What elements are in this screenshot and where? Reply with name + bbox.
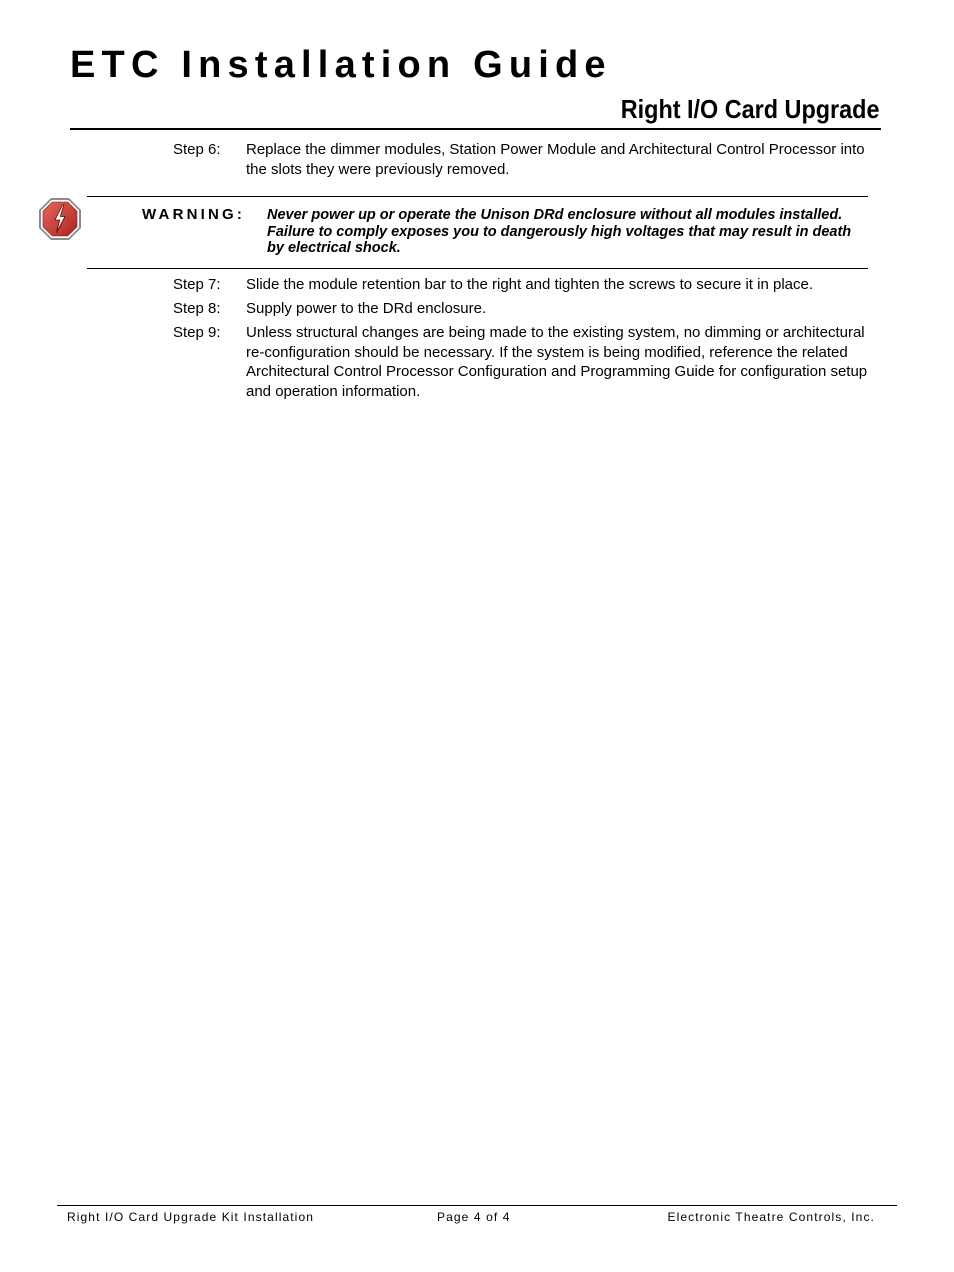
header-divider: [70, 128, 881, 130]
step-6: [173, 140, 873, 179]
step-7: [173, 275, 873, 295]
footer-divider: [57, 1205, 897, 1206]
step-text: Replace the dimmer modules, Station Power Module and Architectural Control Processor into the slots they were previously removed.: [246, 141, 865, 178]
footer-company: Electronic Theatre Controls, Inc.: [667, 1210, 875, 1224]
step-label: Step 7:: [173, 276, 221, 293]
step-label: Step 6:: [173, 141, 221, 158]
step-text: Slide the module retention bar to the right and tighten the screws to secure it in place.: [246, 276, 813, 293]
warning-bottom-divider: [87, 268, 868, 269]
step-text: Unless structural changes are being made to the existing system, no dimming or architectural re-configuration should be necessary. If the system is being modified, reference the related Architectural Control Processor Configuration and Programming Guide for configuration setup and operation information.: [246, 324, 868, 400]
step-label: Step 9:: [173, 324, 221, 341]
footer-page-number: Page 4 of 4: [437, 1210, 511, 1224]
step-label: Step 8:: [173, 300, 221, 317]
warning-text: Never power up or operate the Unison DRd enclosure without all modules installed. Failure to comply exposes you to dangerously high voltages that may result in death by electrical shock.: [267, 207, 852, 256]
warning-label: WARNING:: [142, 206, 246, 223]
stop-lightning-icon: [36, 195, 84, 243]
step-9: [173, 323, 873, 401]
warning-top-divider: [87, 196, 868, 197]
footer-document-name: Right I/O Card Upgrade Kit Installation: [67, 1210, 314, 1224]
section-title: Right I/O Card Upgrade: [620, 94, 879, 124]
step-text: Supply power to the DRd enclosure.: [246, 300, 487, 317]
step-8: [173, 299, 873, 319]
document-title: ETC Installation Guide: [70, 44, 612, 86]
